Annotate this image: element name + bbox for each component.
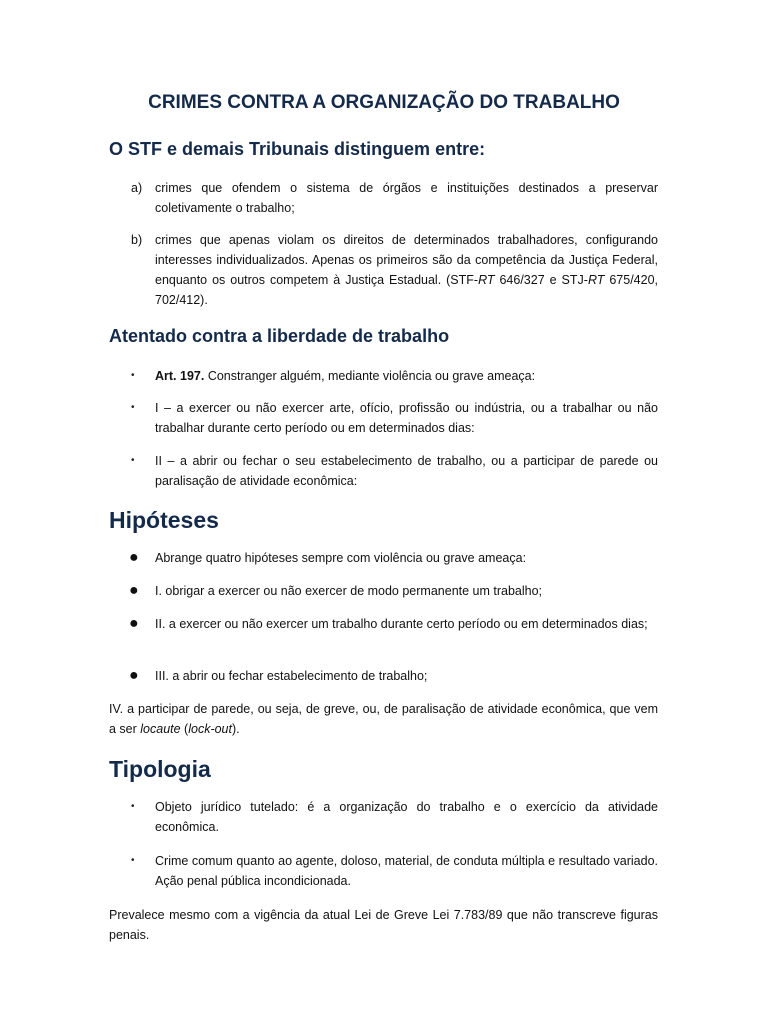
list-marker-a: a) bbox=[131, 181, 143, 195]
section-heading-tipologia: Tipologia bbox=[109, 756, 211, 782]
list-marker-b: b) bbox=[131, 233, 143, 247]
bullet-icon: • bbox=[131, 402, 135, 413]
hipotese-item-0: Abrange quatro hipóteses sempre com violência ou grave ameaça: bbox=[155, 551, 527, 565]
list-item-b-text: 646/327 e STJ- bbox=[494, 273, 588, 287]
bullet-icon: ● bbox=[129, 582, 139, 599]
para-text: IV. a participar de parede, ou seja, de greve, ou, de paralisação de atividade econômica, que vem a ser bbox=[109, 702, 658, 736]
bullet-icon: • bbox=[131, 455, 135, 466]
closing-paragraph: Prevalece mesmo com a vigência da atual Lei de Greve Lei 7.783/89 que não transcreve figuras penais. bbox=[109, 908, 658, 942]
rt-abbrev: RT bbox=[587, 273, 605, 287]
lockout-term: lock-out bbox=[188, 722, 232, 736]
document-title: CRIMES CONTRA A ORGANIZAÇÃO DO TRABALHO bbox=[148, 92, 620, 113]
bullet-icon: • bbox=[131, 855, 135, 866]
art-label: Art. 197. bbox=[155, 369, 205, 383]
bullet-icon: • bbox=[131, 801, 135, 812]
hipotese-item-3: III. a abrir ou fechar estabelecimento de trabalho; bbox=[155, 669, 428, 683]
art-197-item bbox=[155, 366, 658, 386]
art-text: Constranger alguém, mediante violência ou grave ameaça: bbox=[204, 369, 536, 383]
tipologia-item-1: Crime comum quanto ao agente, doloso, material, de conduta múltipla e resultado variado. Ação penal pública incondicionada. bbox=[155, 854, 658, 888]
hipotese-item-2: II. a exercer ou não exercer um trabalho durante certo período ou em determinados dias; bbox=[155, 617, 648, 631]
item-II: II – a abrir ou fechar o seu estabelecimento de trabalho, ou a participar de parede ou paralisação de atividade econômica: bbox=[155, 454, 658, 488]
list-item-b-text: 675/420, 702/412). bbox=[155, 273, 658, 307]
para-text: ( bbox=[180, 722, 189, 736]
hipotese-item-1: I. obrigar a exercer ou não exercer de modo permanente um trabalho; bbox=[155, 584, 543, 598]
bullet-icon: ● bbox=[129, 615, 139, 632]
list-item-a: crimes que ofendem o sistema de órgãos e instituições destinados a preservar coletivamente o trabalho; bbox=[155, 181, 658, 215]
rt-abbrev: RT bbox=[478, 273, 495, 287]
section-heading-tribunais: O STF e demais Tribunais distinguem entre: bbox=[109, 139, 486, 159]
hipotese-paragraph-iv bbox=[109, 699, 658, 739]
section-heading-atentado: Atentado contra a liberdade de trabalho bbox=[109, 326, 450, 346]
list-item-b-text: crimes que apenas violam os direitos de determinados trabalhadores, configurando interesses individualizados. Apenas os primeiros são da competência da Justiça Federal, enquanto os outros competem à Justiça Estadual. (STF- bbox=[155, 233, 658, 287]
bullet-icon: ● bbox=[129, 667, 139, 684]
list-item-b bbox=[155, 230, 658, 310]
section-heading-hipoteses: Hipóteses bbox=[109, 507, 219, 533]
locaute-term: locaute bbox=[140, 722, 181, 736]
bullet-icon: • bbox=[131, 370, 135, 381]
item-I: I – a exercer ou não exercer arte, ofício, profissão ou indústria, ou a trabalhar ou não trabalhar durante certo período ou em determinados dias: bbox=[155, 401, 658, 435]
para-text: ). bbox=[232, 722, 240, 736]
tipologia-item-0: Objeto jurídico tutelado: é a organização do trabalho e o exercício da atividade econômica. bbox=[155, 800, 658, 834]
bullet-icon: ● bbox=[129, 549, 139, 566]
